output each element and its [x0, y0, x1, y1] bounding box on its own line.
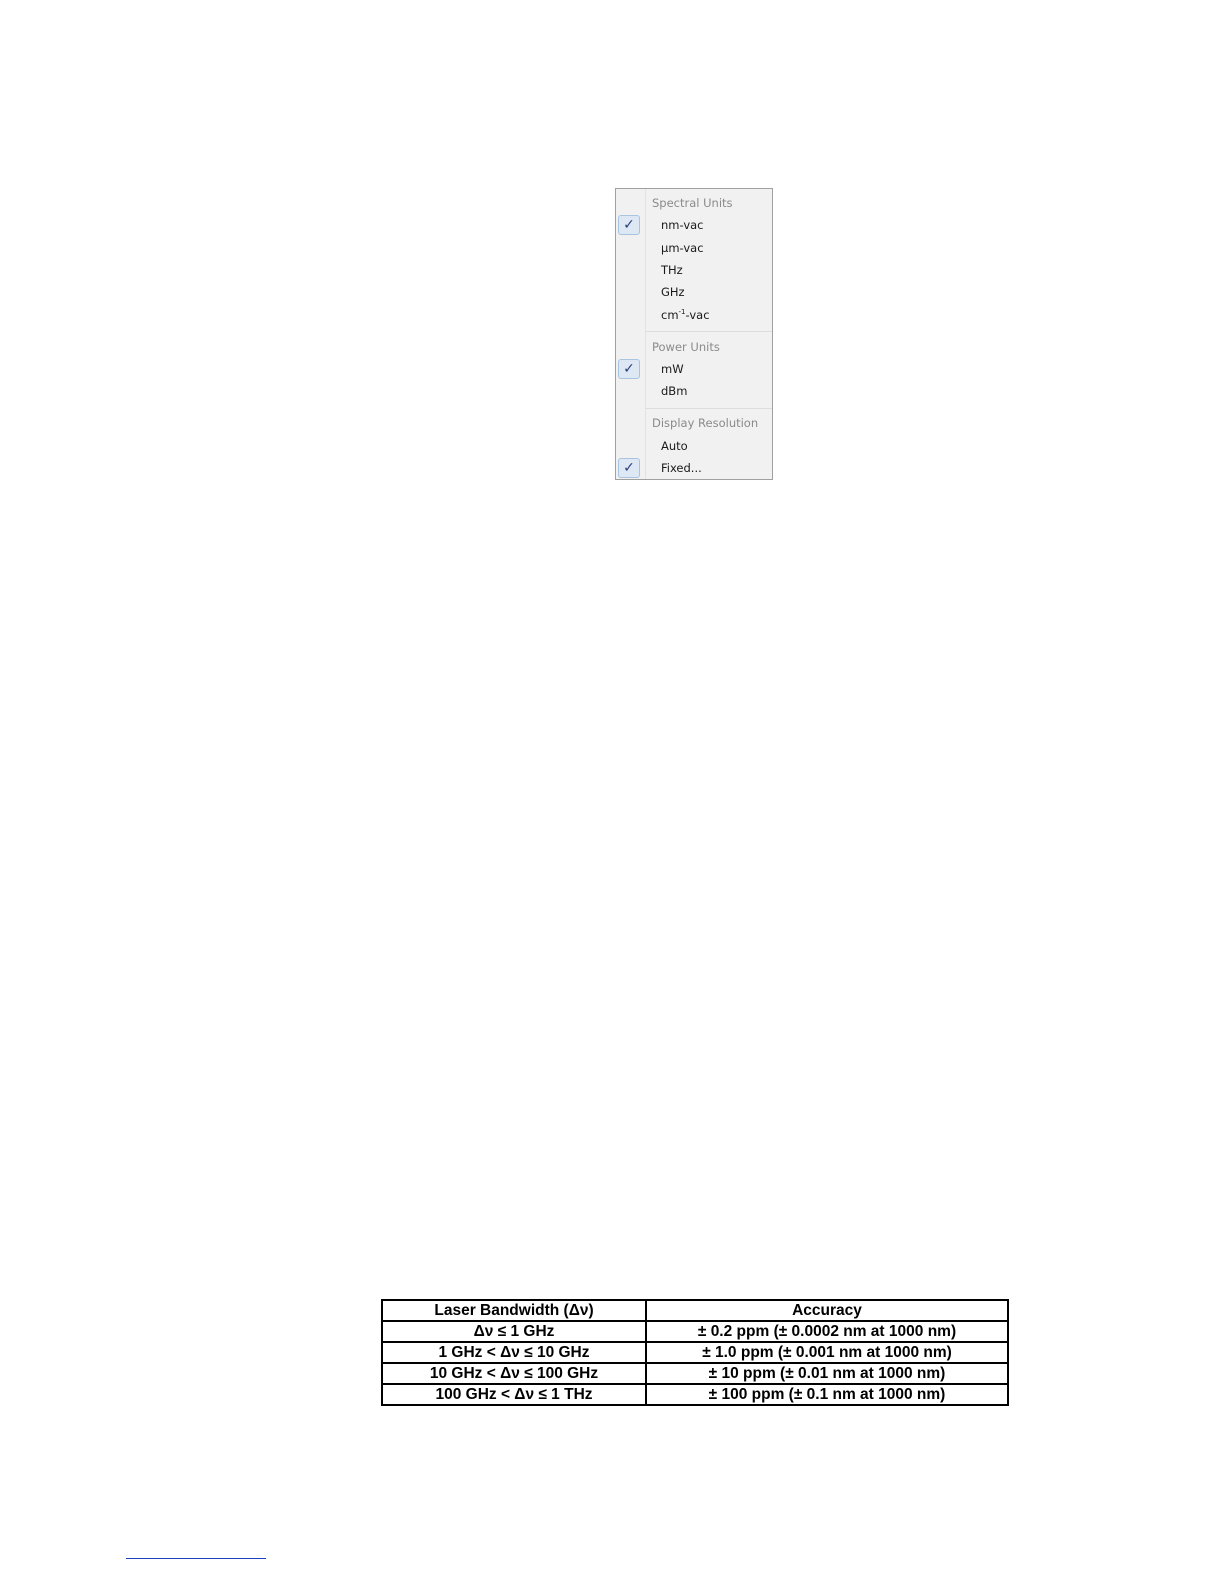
menu-item-um-vac[interactable]	[616, 237, 772, 259]
menu-item-label: dBm	[661, 384, 688, 398]
bandwidth-cell: Δν ≤ 1 GHz	[382, 1321, 646, 1342]
units-context-menu	[615, 188, 773, 480]
menu-item-label: $cm^{-1}$-vac	[661, 308, 710, 322]
menu-item-label: µm-vac	[661, 241, 704, 255]
table-row	[382, 1321, 1008, 1342]
checkmark-icon: ✓	[618, 215, 640, 235]
menu-item-nm-vac[interactable]	[616, 214, 772, 236]
menu-header-spectral-units: Spectral Units	[652, 196, 733, 210]
menu-item-cm-inverse-vac[interactable]	[616, 304, 772, 326]
menu-separator	[646, 331, 772, 332]
accuracy-cell: ± 10 ppm (± 0.01 nm at 1000 nm)	[646, 1363, 1008, 1384]
menu-header-display-resolution: Display Resolution	[652, 416, 759, 430]
table-header-row	[382, 1300, 1008, 1321]
menu-item-thz[interactable]	[616, 259, 772, 281]
accuracy-cell: ± 1.0 ppm (± 0.001 nm at 1000 nm)	[646, 1342, 1008, 1363]
column-header-laser-bandwidth: Laser Bandwidth (Δν)	[382, 1300, 646, 1321]
menu-item-label: Auto	[661, 439, 688, 453]
table-row	[382, 1363, 1008, 1384]
checkmark-icon: ✓	[618, 458, 640, 478]
accuracy-cell: ± 100 ppm (± 0.1 nm at 1000 nm)	[646, 1384, 1008, 1405]
menu-item-label: GHz	[661, 285, 685, 299]
menu-item-auto[interactable]	[616, 435, 772, 457]
menu-item-mw[interactable]	[616, 358, 772, 380]
column-header-accuracy: Accuracy	[646, 1300, 1008, 1321]
table-row	[382, 1342, 1008, 1363]
menu-item-ghz[interactable]	[616, 281, 772, 303]
menu-item-dbm[interactable]	[616, 380, 772, 402]
table-row	[382, 1384, 1008, 1405]
footnote-separator	[126, 1558, 266, 1559]
checkmark-icon: ✓	[618, 359, 640, 379]
menu-item-fixed[interactable]	[616, 457, 772, 479]
accuracy-cell: ± 0.2 ppm (± 0.0002 nm at 1000 nm)	[646, 1321, 1008, 1342]
menu-item-label: Fixed...	[661, 461, 702, 475]
menu-header-power-units: Power Units	[652, 340, 720, 354]
bandwidth-cell: 100 GHz < Δν ≤ 1 THz	[382, 1384, 646, 1405]
accuracy-table	[381, 1299, 1009, 1406]
bandwidth-cell: 1 GHz < Δν ≤ 10 GHz	[382, 1342, 646, 1363]
menu-item-label: THz	[661, 263, 683, 277]
menu-item-label: mW	[661, 362, 684, 376]
menu-separator	[646, 408, 772, 409]
menu-item-label: nm-vac	[661, 218, 704, 232]
bandwidth-cell: 10 GHz < Δν ≤ 100 GHz	[382, 1363, 646, 1384]
